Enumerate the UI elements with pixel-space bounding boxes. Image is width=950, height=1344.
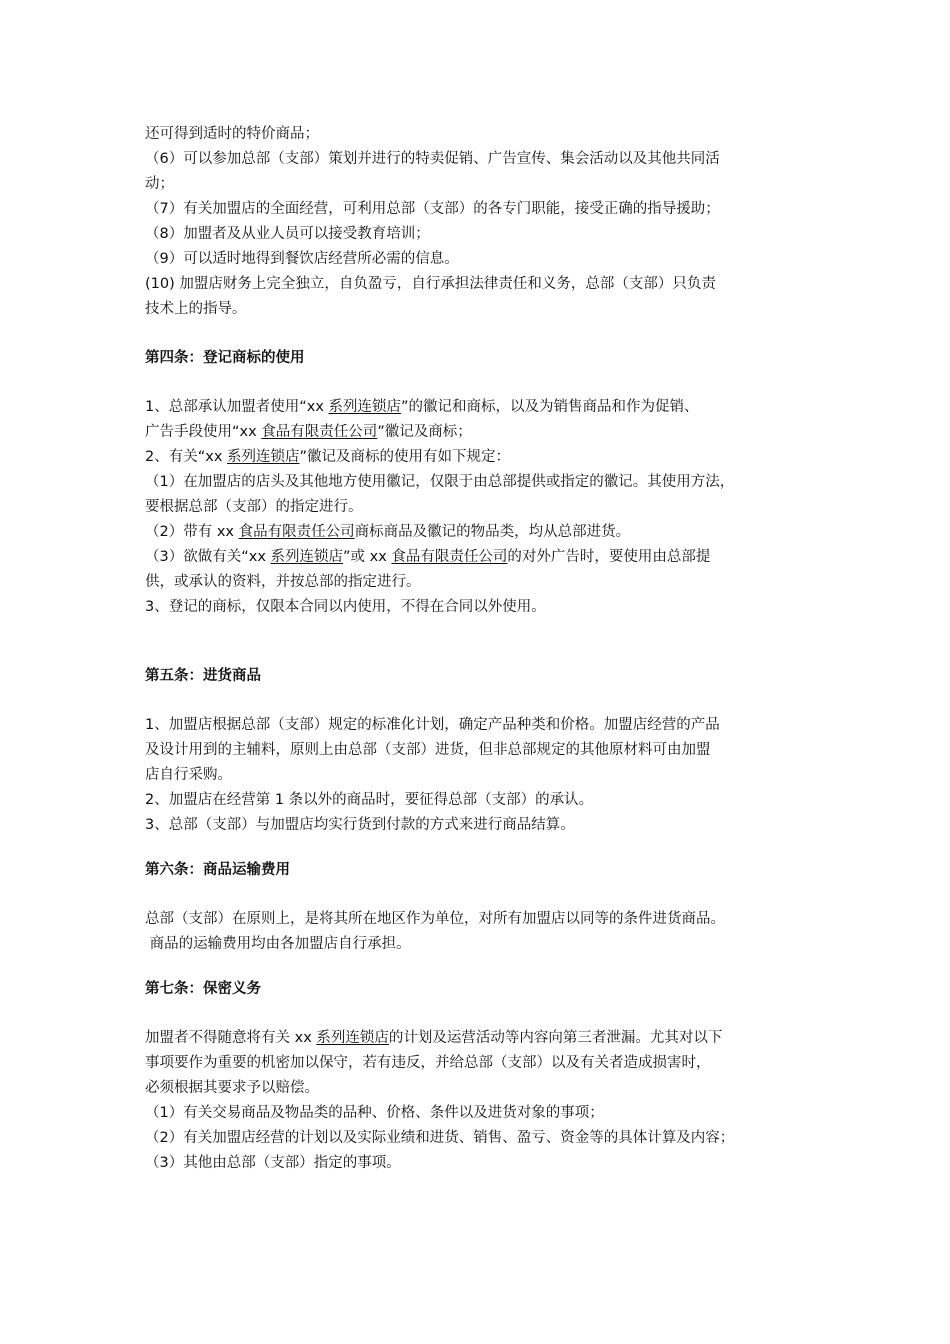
paragraph-line <box>145 1026 815 1051</box>
text-span: 加盟者不得随意将有关 xx <box>145 1030 317 1046</box>
text-span: ”或 xx <box>343 549 392 565</box>
section-heading-article-4: 第四条：登记商标的使用 <box>145 350 305 366</box>
section-heading-article-5: 第五条：进货商品 <box>145 668 261 684</box>
list-item: (10) 加盟店财务上完全独立，自负盈亏，自行承担法律责任和义务，总部（支部）只负责 <box>145 276 716 292</box>
list-item <box>145 445 815 470</box>
list-item: （1）在加盟店的店头及其他地方使用徽记，仅限于由总部提供或指定的徽记。其使用方法， <box>145 474 735 490</box>
list-item: 2、加盟店在经营第 1 条以外的商品时，要征得总部（支部）的承认。 <box>145 792 594 808</box>
list-item: （1）有关交易商品及物品类的品种、价格、条件以及进货对象的事项； <box>145 1105 604 1121</box>
list-item: 3、总部（支部）与加盟店均实行货到付款的方式来进行商品结算。 <box>145 817 575 833</box>
underlined-term: 食品有限责任公司 <box>391 549 508 565</box>
section-heading-article-7: 第七条：保密义务 <box>145 981 261 997</box>
list-item: （8）加盟者及从业人员可以接受教育培训； <box>145 226 430 242</box>
text-span: 的计划及运营活动等内容向第三者泄漏。尤其对以下 <box>388 1030 723 1046</box>
underlined-term: 食品有限责任公司 <box>261 424 378 440</box>
list-item: 3、登记的商标，仅限本合同以内使用，不得在合同以外使用。 <box>145 599 546 615</box>
underlined-term: 系列连锁店 <box>227 449 300 465</box>
list-item <box>145 395 815 420</box>
paragraph-line: 供，或承认的资料，并按总部的指定进行。 <box>145 574 421 590</box>
text-span: 商标商品及徽记的物品类，均从总部进货。 <box>354 524 631 540</box>
list-item: （3）其他由总部（支部）指定的事项。 <box>145 1155 401 1171</box>
paragraph-line: 技术上的指导。 <box>145 301 247 317</box>
paragraph-line: 店自行采购。 <box>145 767 232 783</box>
text-span: 1、总部承认加盟者使用“xx <box>145 399 329 415</box>
document-page <box>145 122 815 1176</box>
paragraph-line: 商品的运输费用均由各加盟店自行承担。 <box>145 936 411 952</box>
underlined-term: 系列连锁店 <box>270 549 344 565</box>
list-item: （2）有关加盟店经营的计划以及实际业绩和进货、销售、盈亏、资金等的具体计算及内容； <box>145 1130 735 1146</box>
list-item <box>145 545 815 570</box>
paragraph-line: 要根据总部（支部）的指定进行。 <box>145 499 363 515</box>
text-span: 的对外广告时，要使用由总部提 <box>507 549 711 565</box>
underlined-term: 系列连锁店 <box>316 1030 389 1046</box>
list-item: （6）可以参加总部（支部）策划并进行的特卖促销、广告宣传、集会活动以及其他共同活 <box>145 151 720 167</box>
paragraph-line: 还可得到适时的特价商品； <box>145 126 319 142</box>
text-span: ”徽记及商标； <box>377 424 472 440</box>
underlined-term: 食品有限责任公司 <box>238 524 355 540</box>
list-item <box>145 520 815 545</box>
paragraph-line: 及设计用到的主辅料，原则上由总部（支部）进货，但非总部规定的其他原材料可由加盟 <box>145 742 711 758</box>
paragraph-line: 动； <box>145 176 174 192</box>
text-span: （2）带有 xx <box>145 524 239 540</box>
text-span: （3）欲做有关“xx <box>145 549 271 565</box>
paragraph-line: 必须根据其要求予以赔偿。 <box>145 1080 319 1096</box>
list-item: （7）有关加盟店的全面经营，可利用总部（支部）的各专门职能，接受正确的指导援助； <box>145 201 720 217</box>
text-span: 2、有关“xx <box>145 449 228 465</box>
section-heading-article-6: 第六条：商品运输费用 <box>145 862 290 878</box>
list-item: 1、加盟店根据总部（支部）规定的标准化计划，确定产品种类和价格。加盟店经营的产品 <box>145 717 720 733</box>
paragraph-line: 总部（支部）在原则上，是将其所在地区作为单位，对所有加盟店以同等的条件进货商品。 <box>145 911 725 927</box>
text-span: ”的徽记和商标，以及为销售商品和作为促销、 <box>401 399 699 415</box>
text-span: 广告手段使用“xx <box>145 424 262 440</box>
paragraph-line: 事项要作为重要的机密加以保守，若有违反，并给总部（支部）以及有关者造成损害时， <box>145 1055 711 1071</box>
list-item: （9）可以适时地得到餐饮店经营所必需的信息。 <box>145 251 459 267</box>
underlined-term: 系列连锁店 <box>328 399 402 415</box>
paragraph-line <box>145 420 815 445</box>
text-span: ”徽记及商标的使用有如下规定： <box>299 449 511 465</box>
